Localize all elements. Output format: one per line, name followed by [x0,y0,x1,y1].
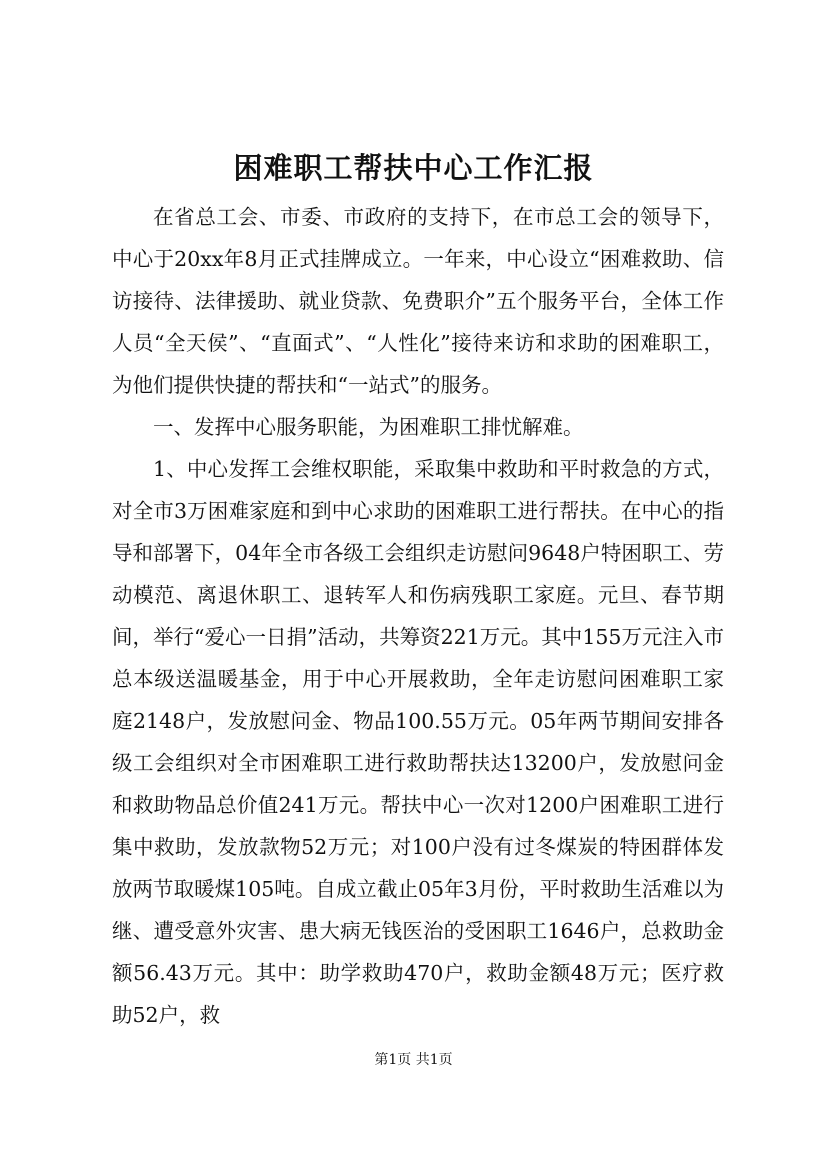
paragraph-intro: 在省总工会、市委、市政府的支持下，在市总工会的领导下，中心于20xx年8月正式挂牌成立。一年来，中心设立“困难救助、信访接待、法律援助、就业贷款、免费职介”五个服务平台，全体工作人员“全天侯”、“直面式”、“人性化”接待来访和求助的困难职工，为他们提供快捷的帮扶和“一站式”的服务。 [112,205,724,397]
section-heading-1: 一、发挥中心服务职能，为困难职工排忧解难。 [153,415,584,439]
document-body [112,196,724,1036]
document-title: 困难职工帮扶中心工作汇报 [233,151,594,185]
paragraph-item-1: 1、中心发挥工会维权职能，采取集中救助和平时救急的方式，对全市3万困难家庭和到中心求助的困难职工进行帮扶。在中心的指导和部署下，04年全市各级工会组织走访慰问9648户特困职工、劳动模范、离退休职工、退转军人和伤病残职工家庭。元旦、春节期间，举行“爱心一日捐”活动，共筹资221万元。其中155万元注入市总本级送温暖基金，用于中心开展救助，全年走访慰问困难职工家庭2148户，发放慰问金、物品100.55万元。05年两节期间安排各级工会组织对全市困难职工进行救助帮扶达13200户，发放慰问金和救助物品总价值241万元。帮扶中心一次对1200户困难职工进行集中救助，发放款物52万元；对100户没有过冬煤炭的特困群体发放两节取暖煤105吨。自成立截止05年3月份，平时救助生活难以为继、遭受意外灾害、患大病无钱医治的受困职工1646户，总救助金额56.43万元。其中：助学救助470户，救助金额48万元；医疗救助52户，救 [112,457,724,1027]
page-footer [0,1050,827,1070]
page-number-label: 第1页 共1页 [374,1052,453,1068]
